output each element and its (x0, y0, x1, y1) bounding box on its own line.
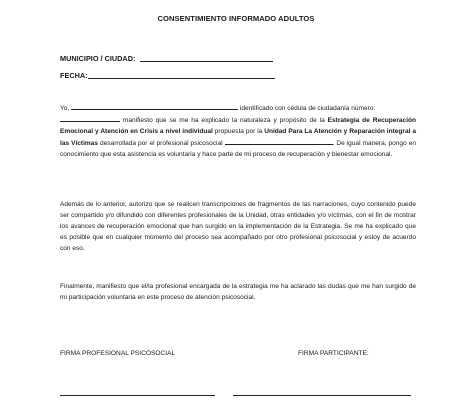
firma-profesional-line[interactable] (60, 395, 215, 396)
desarrollada-text: desarrollada por el profesional psicosocial (100, 139, 223, 147)
firma-participante-line[interactable] (233, 395, 411, 396)
paragraph-finalmente: Finalmente, manifiesto que el/la profesional encargada de la estrategia me ha aclarado las dudas que me han surgido de mi participación voluntaria en este proceso de atención psicosocial. (60, 283, 416, 301)
municipio-field[interactable] (140, 61, 273, 62)
firma-profesional-label: FIRMA PROFESIONAL PSICOSOCIAL (60, 350, 176, 357)
estrategia-text: Estrategia de Recuperación Emocional y Atención en Crisis a nivel individual (60, 116, 417, 135)
document-title: CONSENTIMIENTO INFORMADO ADULTOS (157, 14, 315, 23)
fecha-field[interactable] (88, 78, 275, 79)
municipio-label: MUNICIPIO / CIUDAD: (60, 54, 136, 63)
profesional-field[interactable] (225, 138, 333, 145)
firma-participante-label: FIRMA PARTICIPANTE: (298, 350, 369, 357)
name-field[interactable] (71, 103, 238, 110)
identificado-text: identificado con cédula de ciudadanía número: (239, 105, 376, 112)
paragraph-consent (60, 103, 416, 161)
yo-text: Yo, (60, 105, 70, 112)
manifiesto-text: manifiesto que se me ha explicado la naturaleza y propósito de la (122, 116, 325, 124)
fecha-label: FECHA: (60, 71, 88, 80)
unidad-text: Unidad Para La Atención y Reparación integral a las Víctimas (60, 127, 416, 147)
cedula-field[interactable] (60, 115, 120, 122)
igual-text: . De igual manera, pongo en conocimiento que esta asistencia es voluntaria y hace parte de mi proceso de recuperación y bienestar emocional. (60, 139, 416, 158)
paragraph-autorizacion: Además de lo anterior, autorizo que se realicen transcripciones de fragmentos de las narraciones, cuyo contenido puede ser compartido y/o difundido con diferentes profesionales de la Unidad, otras entidades y/o víctimas, con el fin de mostrar los avances de recuperación emocional que han surgido en la implementación de la Estrategia. Se me ha explicado que es posible que en cualquier momento del proceso sea acompañado por otro profesional psicosocial y estoy de acuerdo con eso. (60, 201, 416, 252)
propuesta-text: propuesta por la (214, 127, 263, 135)
